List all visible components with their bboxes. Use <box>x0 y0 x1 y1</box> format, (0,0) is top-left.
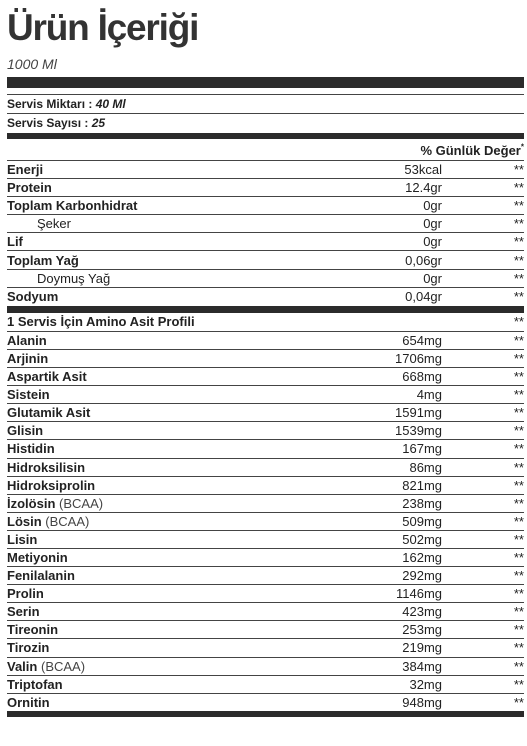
row-amount: 0gr <box>423 270 442 286</box>
servings-per-value: 25 <box>91 116 106 130</box>
row-name <box>7 180 332 195</box>
row-name-text: İzolösin <box>7 495 56 511</box>
table-row <box>7 476 524 494</box>
row-name-text: Alanin <box>7 332 47 348</box>
row-name <box>7 423 332 438</box>
row-daily-value: ** <box>513 568 524 584</box>
row-amount: 0gr <box>423 216 442 232</box>
table-row <box>7 250 524 268</box>
row-amount: 668mg <box>402 369 442 385</box>
row-name <box>7 216 332 231</box>
row-daily-value: ** <box>513 369 524 385</box>
row-amount: 0,06gr <box>405 252 442 268</box>
row-name-text: Toplam Yağ <box>7 252 79 268</box>
table-row <box>7 421 524 439</box>
table-row <box>7 584 524 602</box>
table-row <box>7 385 524 403</box>
row-name-text: Hidroksiprolin <box>7 477 96 493</box>
row-name-text: Enerji <box>7 162 44 178</box>
row-daily-value: ** <box>513 531 524 547</box>
row-name-text: Ornitin <box>7 694 50 710</box>
row-daily-value: ** <box>513 477 524 493</box>
bottom-divider <box>7 711 524 717</box>
table-row <box>7 269 524 287</box>
table-row <box>7 214 524 232</box>
row-name-text: Triptofan <box>7 676 63 692</box>
row-name-text: Doymuş Yağ <box>37 270 111 286</box>
row-daily-value: ** <box>513 622 524 638</box>
row-amount: 1146mg <box>395 586 442 602</box>
row-amount: 0gr <box>423 234 442 250</box>
row-name <box>7 405 332 420</box>
serving-divider <box>7 133 524 139</box>
row-daily-value: ** <box>513 270 524 286</box>
row-name <box>7 677 332 692</box>
amino-header-dv: ** <box>513 314 524 330</box>
row-amount: 423mg <box>402 604 442 620</box>
table-row <box>7 458 524 476</box>
row-daily-value: ** <box>513 658 524 674</box>
row-amount: 86mg <box>409 459 442 475</box>
row-name <box>7 514 332 529</box>
row-name-text: Şeker <box>37 216 71 232</box>
table-row <box>7 439 524 457</box>
row-name <box>7 568 332 583</box>
table-row <box>7 367 524 385</box>
top-divider <box>7 77 524 88</box>
row-daily-value: ** <box>513 332 524 348</box>
table-row <box>7 602 524 620</box>
servings-per-container <box>7 114 524 132</box>
row-name-text: Arjinin <box>7 350 49 366</box>
row-daily-value: ** <box>513 234 524 250</box>
table-row <box>7 349 524 367</box>
row-daily-value: ** <box>513 604 524 620</box>
row-name-text: Lif <box>7 234 23 250</box>
row-amount: 384mg <box>402 658 442 674</box>
row-name <box>7 271 332 286</box>
row-amount: 502mg <box>402 531 442 547</box>
row-amount: 0,04gr <box>405 288 442 304</box>
row-amount: 4mg <box>416 387 442 403</box>
row-name-text: Aspartik Asit <box>7 369 87 385</box>
row-name-text: Lösin <box>7 513 42 529</box>
table-row <box>7 232 524 250</box>
product-volume: 1000 Ml <box>7 56 57 72</box>
row-name <box>7 695 332 710</box>
row-amount: 821mg <box>402 477 442 493</box>
row-name-text: Serin <box>7 604 40 620</box>
row-name-text: Fenilalanin <box>7 568 75 584</box>
row-amount: 12.4gr <box>405 180 442 196</box>
row-amount: 0gr <box>423 198 442 214</box>
row-amount: 1591mg <box>395 405 442 421</box>
row-name-text: Metiyonin <box>7 550 68 566</box>
table-row <box>7 494 524 512</box>
row-amount: 1706mg <box>395 350 442 366</box>
amino-table <box>7 331 524 711</box>
row-daily-value: ** <box>513 216 524 232</box>
row-daily-value: ** <box>513 405 524 421</box>
daily-value-header <box>7 141 524 160</box>
row-name <box>7 460 332 475</box>
row-name <box>7 496 332 511</box>
row-amount: 167mg <box>402 441 442 457</box>
row-note: (BCAA) <box>59 495 104 511</box>
row-name-text: Sodyum <box>7 288 59 304</box>
row-daily-value: ** <box>513 387 524 403</box>
row-amount: 948mg <box>402 694 442 710</box>
daily-value-label: % Günlük Değer <box>420 143 521 158</box>
row-daily-value: ** <box>513 586 524 602</box>
table-row <box>7 638 524 656</box>
table-row <box>7 178 524 196</box>
amino-header-row <box>7 313 524 331</box>
table-row <box>7 693 524 711</box>
row-name <box>7 586 332 601</box>
table-row <box>7 196 524 214</box>
row-amount: 32mg <box>409 676 442 692</box>
row-name-text: Lisin <box>7 531 38 547</box>
row-name-text: Valin <box>7 658 38 674</box>
row-daily-value: ** <box>513 550 524 566</box>
row-name <box>7 162 332 177</box>
row-daily-value: ** <box>513 694 524 710</box>
row-name-text: Tirozin <box>7 640 50 656</box>
table-row <box>7 566 524 584</box>
row-daily-value: ** <box>513 350 524 366</box>
row-amount: 1539mg <box>395 423 442 439</box>
table-row <box>7 331 524 349</box>
row-name <box>7 478 332 493</box>
daily-value-marker: * <box>520 142 524 152</box>
table-row <box>7 512 524 530</box>
row-name <box>7 441 332 456</box>
row-name <box>7 289 332 304</box>
row-name <box>7 604 332 619</box>
row-amount: 238mg <box>402 495 442 511</box>
row-amount: 162mg <box>402 550 442 566</box>
serving-size-label: Servis Miktarı : <box>7 97 93 111</box>
serving-size-value: 40 Ml <box>95 97 126 111</box>
table-row <box>7 675 524 693</box>
row-name <box>7 659 332 674</box>
row-name-text: Protein <box>7 180 52 196</box>
row-daily-value: ** <box>513 676 524 692</box>
row-daily-value: ** <box>513 198 524 214</box>
row-daily-value: ** <box>513 513 524 529</box>
row-name <box>7 369 332 384</box>
row-name-text: Sistein <box>7 387 50 403</box>
nutrition-table <box>7 160 524 305</box>
row-name <box>7 532 332 547</box>
row-amount: 53kcal <box>404 162 442 178</box>
row-daily-value: ** <box>513 640 524 656</box>
row-name-text: Tireonin <box>7 622 59 638</box>
row-daily-value: ** <box>513 423 524 439</box>
row-amount: 654mg <box>402 332 442 348</box>
row-amount: 509mg <box>402 513 442 529</box>
table-row <box>7 160 524 178</box>
table-row <box>7 403 524 421</box>
row-amount: 292mg <box>402 568 442 584</box>
servings-per-label: Servis Sayısı : <box>7 116 89 130</box>
row-daily-value: ** <box>513 162 524 178</box>
row-name-text: Toplam Karbonhidrat <box>7 198 138 214</box>
row-note: (BCAA) <box>40 658 86 674</box>
nutrition-facts-panel <box>7 0 524 717</box>
row-name <box>7 550 332 565</box>
row-name <box>7 253 332 268</box>
row-name <box>7 622 332 637</box>
row-daily-value: ** <box>513 459 524 475</box>
row-name-text: Histidin <box>7 441 55 457</box>
serving-size <box>7 95 524 114</box>
row-daily-value: ** <box>513 252 524 268</box>
row-name <box>7 351 332 366</box>
row-name-text: Hidroksilisin <box>7 459 86 475</box>
row-daily-value: ** <box>513 495 524 511</box>
row-note: (BCAA) <box>45 513 90 529</box>
row-amount: 253mg <box>402 622 442 638</box>
table-row <box>7 620 524 638</box>
row-daily-value: ** <box>513 180 524 196</box>
row-name-text: Glutamik Asit <box>7 405 91 421</box>
amino-header-label: 1 Servis İçin Amino Asit Profili <box>7 314 195 330</box>
row-daily-value: ** <box>513 441 524 457</box>
amino-divider <box>7 306 524 313</box>
row-daily-value: ** <box>513 288 524 304</box>
table-row <box>7 657 524 675</box>
table-row <box>7 548 524 566</box>
row-name <box>7 234 332 249</box>
row-name-text: Prolin <box>7 586 44 602</box>
row-name <box>7 198 332 213</box>
row-name-text: Glisin <box>7 423 44 439</box>
row-name <box>7 640 332 655</box>
table-row <box>7 287 524 305</box>
row-amount: 219mg <box>402 640 442 656</box>
row-name <box>7 387 332 402</box>
row-name <box>7 333 332 348</box>
table-row <box>7 530 524 548</box>
page-title: Ürün İçeriği <box>7 7 199 48</box>
